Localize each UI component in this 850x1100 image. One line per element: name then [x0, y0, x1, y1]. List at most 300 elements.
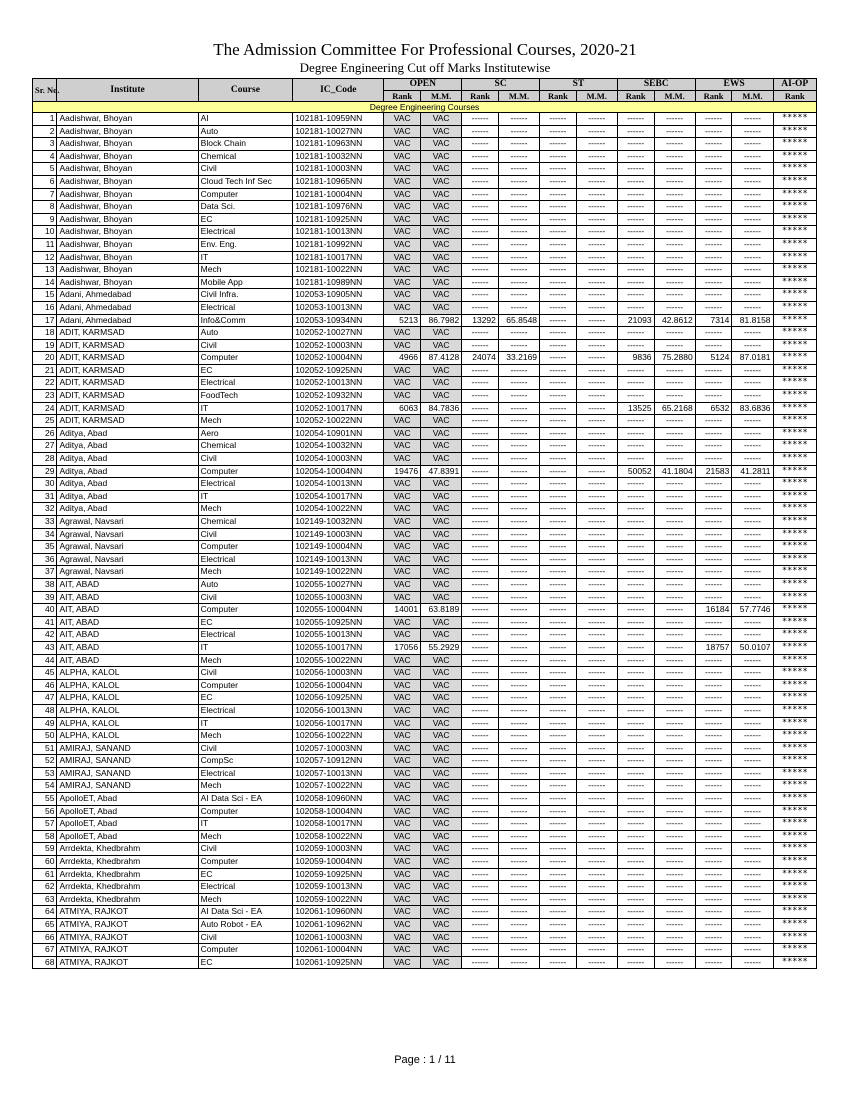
st-mm-cell: ------: [576, 201, 617, 214]
sebc-mm-cell: ------: [654, 188, 695, 201]
st-mm-cell: ------: [576, 276, 617, 289]
ai-op-rank-cell: *****: [773, 402, 816, 415]
st-rank-cell: ------: [540, 415, 577, 428]
sr-no-cell: 36: [33, 553, 57, 566]
open-mm-cell: VAC: [421, 541, 462, 554]
sc-mm-cell: ------: [498, 856, 539, 869]
sc-rank-cell: ------: [462, 843, 499, 856]
ews-mm-cell: ------: [732, 629, 773, 642]
open-mm-cell: VAC: [421, 679, 462, 692]
course-cell: Computer: [198, 604, 293, 617]
institute-cell: Adani, Ahmedabad: [57, 289, 198, 302]
open-rank-cell: VAC: [384, 528, 421, 541]
ic-code-cell: 102052-10017NN: [293, 402, 384, 415]
institute-cell: ALPHA, KALOL: [57, 730, 198, 743]
open-rank-cell: VAC: [384, 276, 421, 289]
sc-rank-cell: ------: [462, 654, 499, 667]
institute-cell: Arrdekta, Khedbrahm: [57, 881, 198, 894]
sc-rank-cell: ------: [462, 641, 499, 654]
ai-op-rank-cell: *****: [773, 881, 816, 894]
st-rank-cell: ------: [540, 742, 577, 755]
course-cell: Civil: [198, 339, 293, 352]
sr-no-cell: 68: [33, 956, 57, 969]
sc-mm-cell: ------: [498, 440, 539, 453]
course-cell: Civil: [198, 667, 293, 680]
table-row: [33, 868, 817, 881]
table-row: [33, 427, 817, 440]
course-cell: Auto Robot - EA: [198, 919, 293, 932]
table-body: [33, 102, 817, 969]
open-rank-cell: VAC: [384, 301, 421, 314]
ic-code-cell: 102059-10004NN: [293, 856, 384, 869]
open-mm-cell: VAC: [421, 226, 462, 239]
ai-op-rank-cell: *****: [773, 742, 816, 755]
institute-cell: ApolloET, Abad: [57, 793, 198, 806]
course-cell: Electrical: [198, 767, 293, 780]
sebc-mm-cell: ------: [654, 692, 695, 705]
sc-rank-cell: ------: [462, 264, 499, 277]
ews-rank-cell: 21583: [695, 465, 732, 478]
sr-no-cell: 62: [33, 881, 57, 894]
open-rank-cell: VAC: [384, 503, 421, 516]
sc-mm-cell: ------: [498, 780, 539, 793]
sebc-mm-cell: ------: [654, 931, 695, 944]
ews-mm-cell: ------: [732, 289, 773, 302]
st-mm-cell: ------: [576, 175, 617, 188]
open-rank-cell: VAC: [384, 427, 421, 440]
sc-mm-cell: ------: [498, 755, 539, 768]
ews-mm-cell: ------: [732, 175, 773, 188]
sc-rank-cell: ------: [462, 516, 499, 529]
open-rank-cell: VAC: [384, 667, 421, 680]
st-mm-cell: ------: [576, 931, 617, 944]
sr-no-cell: 3: [33, 138, 57, 151]
st-mm-cell: ------: [576, 553, 617, 566]
institute-cell: Aadishwar, Bhoyan: [57, 163, 198, 176]
ews-rank-cell: ------: [695, 667, 732, 680]
institute-cell: Arrdekta, Khedbrahm: [57, 868, 198, 881]
table-row: [33, 881, 817, 894]
open-rank-cell: VAC: [384, 591, 421, 604]
sr-no-cell: 28: [33, 453, 57, 466]
course-cell: IT: [198, 641, 293, 654]
ews-mm-cell: ------: [732, 830, 773, 843]
table-row: [33, 453, 817, 466]
sebc-rank-cell: ------: [617, 138, 654, 151]
open-rank-cell: VAC: [384, 125, 421, 138]
sebc-mm-cell: ------: [654, 906, 695, 919]
sebc-mm-cell: ------: [654, 503, 695, 516]
sr-no-cell: 41: [33, 616, 57, 629]
sc-rank-cell: ------: [462, 251, 499, 264]
ic-code-cell: 102181-10032NN: [293, 150, 384, 163]
ews-mm-cell: ------: [732, 339, 773, 352]
ews-mm-cell: ------: [732, 125, 773, 138]
st-mm-cell: ------: [576, 453, 617, 466]
sebc-mm-cell: ------: [654, 843, 695, 856]
ews-rank-cell: ------: [695, 289, 732, 302]
course-cell: AI Data Sci - EA: [198, 793, 293, 806]
sr-no-cell: 66: [33, 931, 57, 944]
ai-op-rank-cell: *****: [773, 415, 816, 428]
course-cell: IT: [198, 402, 293, 415]
sc-rank-cell: ------: [462, 805, 499, 818]
institute-cell: Aadishwar, Bhoyan: [57, 201, 198, 214]
open-mm-cell: VAC: [421, 364, 462, 377]
ews-rank-cell: ------: [695, 301, 732, 314]
institute-cell: Aadishwar, Bhoyan: [57, 238, 198, 251]
ic-code-cell: 102181-10992NN: [293, 238, 384, 251]
open-rank-cell: VAC: [384, 541, 421, 554]
sebc-rank-cell: ------: [617, 264, 654, 277]
course-cell: Auto: [198, 125, 293, 138]
sc-rank-cell: ------: [462, 616, 499, 629]
ai-op-rank-cell: *****: [773, 276, 816, 289]
col-open-mm: M.M.: [421, 91, 462, 102]
ews-mm-cell: 83.6836: [732, 402, 773, 415]
ic-code-cell: 102181-10003NN: [293, 163, 384, 176]
sebc-mm-cell: ------: [654, 175, 695, 188]
st-rank-cell: ------: [540, 654, 577, 667]
sc-rank-cell: ------: [462, 553, 499, 566]
open-rank-cell: VAC: [384, 818, 421, 831]
sr-no-cell: 32: [33, 503, 57, 516]
ic-code-cell: 102057-10022NN: [293, 780, 384, 793]
open-mm-cell: VAC: [421, 667, 462, 680]
ai-op-rank-cell: *****: [773, 944, 816, 957]
table-row: [33, 238, 817, 251]
sebc-mm-cell: ------: [654, 868, 695, 881]
open-rank-cell: VAC: [384, 956, 421, 969]
sebc-mm-cell: ------: [654, 780, 695, 793]
institute-cell: AIT, ABAD: [57, 591, 198, 604]
ic-code-cell: 102052-10022NN: [293, 415, 384, 428]
ews-rank-cell: ------: [695, 906, 732, 919]
ic-code-cell: 102181-10959NN: [293, 113, 384, 126]
sebc-mm-cell: ------: [654, 377, 695, 390]
ic-code-cell: 102055-10013NN: [293, 629, 384, 642]
sc-rank-cell: ------: [462, 629, 499, 642]
ai-op-rank-cell: *****: [773, 667, 816, 680]
ews-rank-cell: ------: [695, 251, 732, 264]
ai-op-rank-cell: *****: [773, 465, 816, 478]
sr-no-cell: 64: [33, 906, 57, 919]
course-cell: Cloud Tech Inf Sec: [198, 175, 293, 188]
ews-mm-cell: ------: [732, 377, 773, 390]
ic-code-cell: 102149-10022NN: [293, 566, 384, 579]
sebc-mm-cell: ------: [654, 893, 695, 906]
table-row: [33, 138, 817, 151]
sc-mm-cell: ------: [498, 490, 539, 503]
sc-mm-cell: ------: [498, 641, 539, 654]
open-rank-cell: VAC: [384, 516, 421, 529]
ic-code-cell: 102056-10013NN: [293, 704, 384, 717]
institute-cell: Agrawal, Navsari: [57, 553, 198, 566]
course-cell: Mech: [198, 893, 293, 906]
ews-rank-cell: ------: [695, 238, 732, 251]
ai-op-rank-cell: *****: [773, 251, 816, 264]
st-mm-cell: ------: [576, 692, 617, 705]
sc-rank-cell: ------: [462, 919, 499, 932]
ews-rank-cell: ------: [695, 856, 732, 869]
institute-cell: Aditya, Abad: [57, 490, 198, 503]
open-rank-cell: VAC: [384, 629, 421, 642]
course-cell: Mech: [198, 730, 293, 743]
sebc-mm-cell: 41.1804: [654, 465, 695, 478]
ic-code-cell: 102057-10912NN: [293, 755, 384, 768]
sc-rank-cell: ------: [462, 717, 499, 730]
institute-cell: Agrawal, Navsari: [57, 528, 198, 541]
ai-op-rank-cell: *****: [773, 830, 816, 843]
open-rank-cell: VAC: [384, 881, 421, 894]
ic-code-cell: 102181-10976NN: [293, 201, 384, 214]
sebc-rank-cell: ------: [617, 528, 654, 541]
ic-code-cell: 102058-10022NN: [293, 830, 384, 843]
institute-cell: ADIT, KARMSAD: [57, 415, 198, 428]
sc-rank-cell: ------: [462, 856, 499, 869]
open-mm-cell: 55.2929: [421, 641, 462, 654]
ews-mm-cell: ------: [732, 516, 773, 529]
open-rank-cell: VAC: [384, 906, 421, 919]
open-rank-cell: VAC: [384, 654, 421, 667]
ai-op-rank-cell: *****: [773, 843, 816, 856]
ai-op-rank-cell: *****: [773, 931, 816, 944]
open-rank-cell: VAC: [384, 163, 421, 176]
sebc-rank-cell: ------: [617, 881, 654, 894]
st-mm-cell: ------: [576, 755, 617, 768]
sc-mm-cell: ------: [498, 427, 539, 440]
st-mm-cell: ------: [576, 780, 617, 793]
sr-no-cell: 6: [33, 175, 57, 188]
ai-op-rank-cell: *****: [773, 327, 816, 340]
ai-op-rank-cell: *****: [773, 113, 816, 126]
open-rank-cell: VAC: [384, 226, 421, 239]
ews-rank-cell: ------: [695, 390, 732, 403]
ews-rank-cell: ------: [695, 767, 732, 780]
ews-mm-cell: ------: [732, 553, 773, 566]
open-rank-cell: VAC: [384, 944, 421, 957]
ews-mm-cell: ------: [732, 138, 773, 151]
table-row: [33, 390, 817, 403]
table-row: [33, 516, 817, 529]
ai-op-rank-cell: *****: [773, 516, 816, 529]
open-mm-cell: VAC: [421, 742, 462, 755]
st-rank-cell: ------: [540, 755, 577, 768]
st-rank-cell: ------: [540, 377, 577, 390]
ews-mm-cell: ------: [732, 251, 773, 264]
ews-rank-cell: ------: [695, 755, 732, 768]
ic-code-cell: 102058-10004NN: [293, 805, 384, 818]
st-rank-cell: ------: [540, 591, 577, 604]
sc-mm-cell: ------: [498, 327, 539, 340]
course-cell: Civil: [198, 163, 293, 176]
ews-mm-cell: ------: [732, 767, 773, 780]
table-row: [33, 906, 817, 919]
sc-rank-cell: ------: [462, 188, 499, 201]
sebc-rank-cell: ------: [617, 654, 654, 667]
open-mm-cell: VAC: [421, 188, 462, 201]
ic-code-cell: 102054-10013NN: [293, 478, 384, 491]
st-mm-cell: ------: [576, 843, 617, 856]
sc-rank-cell: ------: [462, 931, 499, 944]
table-row: [33, 818, 817, 831]
col-st-mm: M.M.: [576, 91, 617, 102]
table-row: [33, 226, 817, 239]
ews-rank-cell: ------: [695, 188, 732, 201]
sr-no-cell: 22: [33, 377, 57, 390]
col-institute: Institute: [57, 79, 198, 102]
sc-mm-cell: ------: [498, 226, 539, 239]
ews-mm-cell: 41.2811: [732, 465, 773, 478]
sc-mm-cell: ------: [498, 692, 539, 705]
st-rank-cell: ------: [540, 541, 577, 554]
sc-rank-cell: ------: [462, 591, 499, 604]
col-group-sc: SC: [462, 79, 540, 91]
st-rank-cell: ------: [540, 868, 577, 881]
ews-mm-cell: ------: [732, 818, 773, 831]
sebc-rank-cell: ------: [617, 906, 654, 919]
ai-op-rank-cell: *****: [773, 352, 816, 365]
ai-op-rank-cell: *****: [773, 730, 816, 743]
st-rank-cell: ------: [540, 830, 577, 843]
ews-mm-cell: ------: [732, 805, 773, 818]
st-mm-cell: ------: [576, 289, 617, 302]
ews-mm-cell: ------: [732, 390, 773, 403]
ic-code-cell: 102055-10004NN: [293, 604, 384, 617]
ai-op-rank-cell: *****: [773, 767, 816, 780]
table-row: [33, 503, 817, 516]
course-cell: Civil: [198, 843, 293, 856]
ic-code-cell: 102056-10925NN: [293, 692, 384, 705]
sebc-rank-cell: ------: [617, 793, 654, 806]
ic-code-cell: 102181-10013NN: [293, 226, 384, 239]
ai-op-rank-cell: *****: [773, 591, 816, 604]
sr-no-cell: 26: [33, 427, 57, 440]
table-row: [33, 793, 817, 806]
table-row: [33, 780, 817, 793]
course-cell: Info&Comm: [198, 314, 293, 327]
open-rank-cell: 6063: [384, 402, 421, 415]
ews-rank-cell: ------: [695, 201, 732, 214]
ews-mm-cell: ------: [732, 944, 773, 957]
open-mm-cell: VAC: [421, 767, 462, 780]
sr-no-cell: 10: [33, 226, 57, 239]
course-cell: Electrical: [198, 553, 293, 566]
page-title: The Admission Committee For Professional Courses, 2020-21: [213, 40, 637, 59]
sebc-mm-cell: ------: [654, 578, 695, 591]
ic-code-cell: 102061-10003NN: [293, 931, 384, 944]
open-rank-cell: VAC: [384, 150, 421, 163]
sr-no-cell: 65: [33, 919, 57, 932]
open-mm-cell: VAC: [421, 578, 462, 591]
ic-code-cell: 102059-10013NN: [293, 881, 384, 894]
sc-mm-cell: ------: [498, 893, 539, 906]
ews-mm-cell: ------: [732, 856, 773, 869]
sc-rank-cell: ------: [462, 238, 499, 251]
open-mm-cell: VAC: [421, 276, 462, 289]
sc-rank-cell: ------: [462, 301, 499, 314]
institute-cell: ATMIYA, RAJKOT: [57, 956, 198, 969]
sebc-mm-cell: ------: [654, 679, 695, 692]
table-row: [33, 125, 817, 138]
ews-rank-cell: ------: [695, 163, 732, 176]
table-row: [33, 767, 817, 780]
sc-rank-cell: ------: [462, 566, 499, 579]
st-rank-cell: ------: [540, 503, 577, 516]
sc-mm-cell: ------: [498, 251, 539, 264]
sc-rank-cell: ------: [462, 163, 499, 176]
sebc-rank-cell: ------: [617, 327, 654, 340]
open-mm-cell: VAC: [421, 390, 462, 403]
ews-rank-cell: ------: [695, 440, 732, 453]
st-rank-cell: ------: [540, 251, 577, 264]
table-row: [33, 654, 817, 667]
sr-no-cell: 24: [33, 402, 57, 415]
course-cell: Computer: [198, 465, 293, 478]
st-rank-cell: ------: [540, 427, 577, 440]
sebc-mm-cell: ------: [654, 793, 695, 806]
ai-op-rank-cell: *****: [773, 440, 816, 453]
sc-mm-cell: ------: [498, 604, 539, 617]
course-cell: IT: [198, 717, 293, 730]
sc-rank-cell: ------: [462, 868, 499, 881]
table-row: [33, 440, 817, 453]
sr-no-cell: 2: [33, 125, 57, 138]
ews-rank-cell: ------: [695, 654, 732, 667]
institute-cell: Adani, Ahmedabad: [57, 301, 198, 314]
sc-rank-cell: ------: [462, 113, 499, 126]
sr-no-cell: 8: [33, 201, 57, 214]
sebc-mm-cell: ------: [654, 478, 695, 491]
st-mm-cell: ------: [576, 944, 617, 957]
open-rank-cell: VAC: [384, 843, 421, 856]
ic-code-cell: 102181-10925NN: [293, 213, 384, 226]
sebc-mm-cell: ------: [654, 226, 695, 239]
table-row: [33, 566, 817, 579]
course-cell: Block Chain: [198, 138, 293, 151]
ai-op-rank-cell: *****: [773, 780, 816, 793]
open-mm-cell: VAC: [421, 339, 462, 352]
open-rank-cell: 5213: [384, 314, 421, 327]
st-rank-cell: ------: [540, 919, 577, 932]
ic-code-cell: 102061-10962NN: [293, 919, 384, 932]
ai-op-rank-cell: *****: [773, 238, 816, 251]
sr-no-cell: 40: [33, 604, 57, 617]
st-rank-cell: ------: [540, 440, 577, 453]
ai-op-rank-cell: *****: [773, 339, 816, 352]
ic-code-cell: 102058-10960NN: [293, 793, 384, 806]
ai-op-rank-cell: *****: [773, 553, 816, 566]
ews-rank-cell: ------: [695, 578, 732, 591]
ews-mm-cell: ------: [732, 327, 773, 340]
sebc-rank-cell: ------: [617, 730, 654, 743]
institute-cell: Adani, Ahmedabad: [57, 314, 198, 327]
ai-op-rank-cell: *****: [773, 364, 816, 377]
st-mm-cell: ------: [576, 616, 617, 629]
table-row: [33, 301, 817, 314]
table-row: [33, 163, 817, 176]
ews-mm-cell: ------: [732, 301, 773, 314]
sebc-mm-cell: ------: [654, 427, 695, 440]
ews-rank-cell: ------: [695, 364, 732, 377]
sebc-mm-cell: ------: [654, 390, 695, 403]
ic-code-cell: 102056-10017NN: [293, 717, 384, 730]
institute-cell: AIT, ABAD: [57, 616, 198, 629]
ews-rank-cell: ------: [695, 415, 732, 428]
open-rank-cell: VAC: [384, 175, 421, 188]
sebc-mm-cell: ------: [654, 805, 695, 818]
sr-no-cell: 33: [33, 516, 57, 529]
